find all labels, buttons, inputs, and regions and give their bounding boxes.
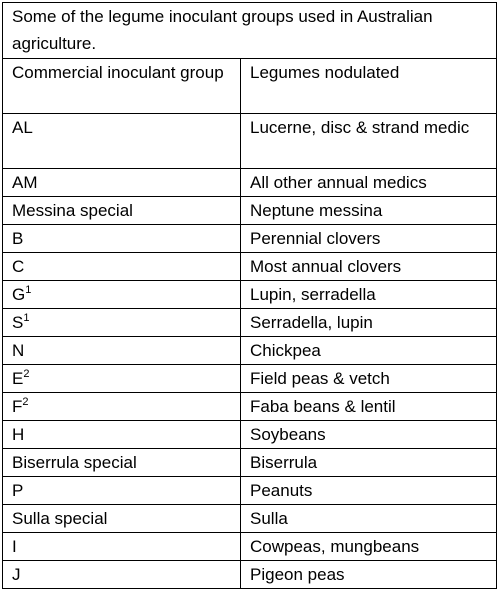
- table-row: [3, 533, 497, 561]
- inoculant-group-cell: [3, 309, 241, 337]
- inoculant-group-name: AL: [12, 118, 33, 137]
- inoculant-group-name: AM: [12, 173, 38, 192]
- footnote-marker: 1: [23, 312, 30, 324]
- inoculant-group-cell: [3, 449, 241, 477]
- header-row: [3, 59, 497, 114]
- table-row: [3, 225, 497, 253]
- table-row: [3, 114, 497, 169]
- inoculant-group-cell: [3, 253, 241, 281]
- inoculant-group-name: H: [12, 425, 25, 444]
- inoculant-group-name: F: [12, 397, 23, 416]
- footnote-marker: 2: [22, 396, 29, 408]
- table-row: [3, 449, 497, 477]
- inoculant-group-name: S: [12, 313, 24, 332]
- table-caption: Some of the legume inoculant groups used in Australian agriculture.: [3, 3, 497, 59]
- table-row: [3, 337, 497, 365]
- legumes-nodulated-cell: Sulla: [241, 505, 497, 533]
- inoculant-table: [2, 2, 497, 589]
- inoculant-group-name: Sulla special: [12, 509, 108, 528]
- table-row: [3, 477, 497, 505]
- table-row: [3, 365, 497, 393]
- header-commercial-inoculant-group: Commercial inoculant group: [3, 59, 241, 114]
- table-row: [3, 169, 497, 197]
- table-row: [3, 253, 497, 281]
- table-row: [3, 393, 497, 421]
- legumes-nodulated-cell: Cowpeas, mungbeans: [241, 533, 497, 561]
- legumes-nodulated-cell: Chickpea: [241, 337, 497, 365]
- inoculant-group-name: Messina special: [12, 201, 133, 220]
- inoculant-group-cell: [3, 337, 241, 365]
- table-row: [3, 505, 497, 533]
- inoculant-group-name: G: [12, 285, 26, 304]
- inoculant-group-name: I: [12, 537, 17, 556]
- inoculant-group-cell: [3, 281, 241, 309]
- inoculant-group-name: B: [12, 229, 24, 248]
- legumes-nodulated-cell: Peanuts: [241, 477, 497, 505]
- legumes-nodulated-cell: All other annual medics: [241, 169, 497, 197]
- inoculant-group-name: C: [12, 257, 25, 276]
- legumes-nodulated-cell: Neptune messina: [241, 197, 497, 225]
- legumes-nodulated-cell: Pigeon peas: [241, 561, 497, 589]
- table-row: [3, 309, 497, 337]
- inoculant-group-cell: [3, 393, 241, 421]
- inoculant-group-cell: [3, 225, 241, 253]
- inoculant-group-cell: [3, 421, 241, 449]
- inoculant-group-name: N: [12, 341, 25, 360]
- inoculant-group-name: Biserrula special: [12, 453, 137, 472]
- caption-row: [3, 3, 497, 59]
- legumes-nodulated-cell: Soybeans: [241, 421, 497, 449]
- inoculant-group-name: E: [12, 369, 24, 388]
- header-legumes-nodulated: Legumes nodulated: [241, 59, 497, 114]
- footnote-marker: 1: [25, 284, 32, 296]
- legumes-nodulated-cell: Faba beans & lentil: [241, 393, 497, 421]
- table-row: [3, 421, 497, 449]
- footnote-marker: 2: [23, 368, 30, 380]
- table-row: [3, 197, 497, 225]
- legumes-nodulated-cell: Most annual clovers: [241, 253, 497, 281]
- inoculant-group-name: P: [12, 481, 24, 500]
- legumes-nodulated-cell: Field peas & vetch: [241, 365, 497, 393]
- inoculant-group-cell: [3, 365, 241, 393]
- legumes-nodulated-cell: Perennial clovers: [241, 225, 497, 253]
- legumes-nodulated-cell: Lucerne, disc & strand medic: [241, 114, 497, 169]
- legumes-nodulated-cell: Biserrula: [241, 449, 497, 477]
- inoculant-group-cell: [3, 505, 241, 533]
- inoculant-group-cell: [3, 169, 241, 197]
- inoculant-group-cell: [3, 114, 241, 169]
- legumes-nodulated-cell: Serradella, lupin: [241, 309, 497, 337]
- inoculant-group-cell: [3, 533, 241, 561]
- legumes-nodulated-cell: Lupin, serradella: [241, 281, 497, 309]
- inoculant-group-cell: [3, 561, 241, 589]
- table-row: [3, 561, 497, 589]
- inoculant-group-cell: [3, 477, 241, 505]
- inoculant-group-name: J: [12, 565, 21, 584]
- inoculant-group-cell: [3, 197, 241, 225]
- table-row: [3, 281, 497, 309]
